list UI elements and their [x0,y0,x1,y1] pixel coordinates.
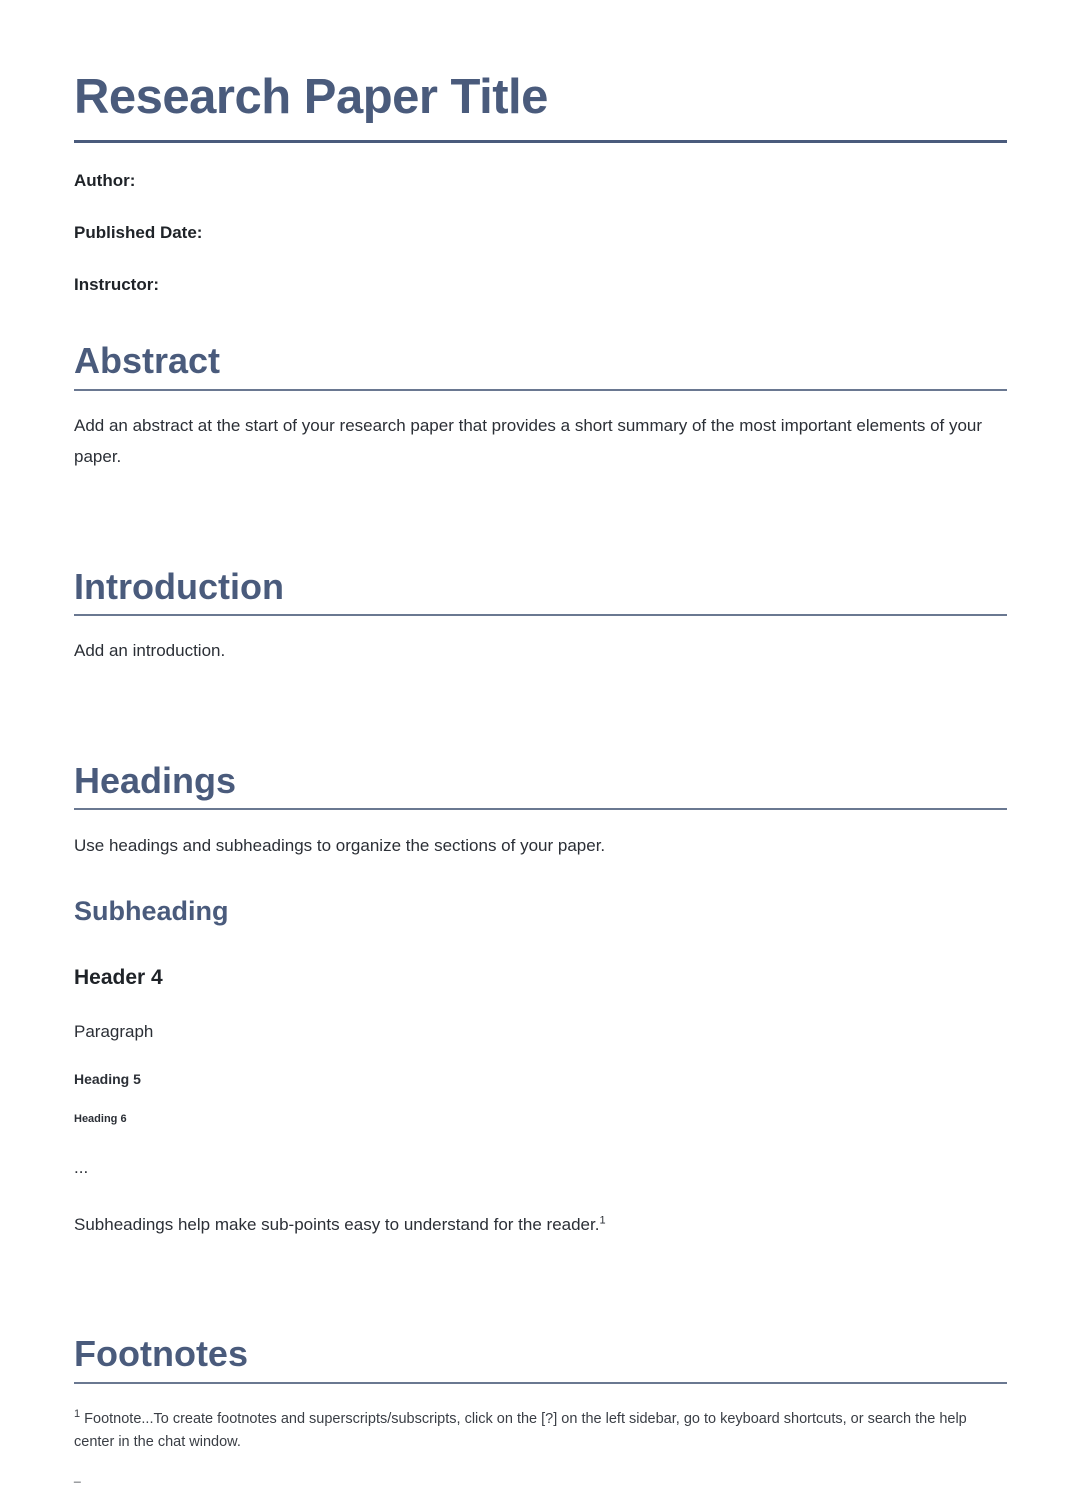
subheading: Subheading [74,896,229,926]
document-page [74,0,1007,1485]
paragraph-sample: Paragraph [74,1022,154,1041]
header-4: Header 4 [74,966,163,989]
headings-divider [74,808,1007,810]
subheadings-note-text: Subheadings help make sub-points easy to understand for the reader. [74,1215,600,1234]
footnote-item [74,1408,1007,1454]
title-divider [74,140,1007,143]
heading-5: Heading 5 [74,1071,141,1087]
instructor-label: Instructor: [74,275,159,294]
heading-6: Heading 6 [74,1113,127,1125]
abstract-divider [74,389,1007,391]
headings-heading: Headings [74,760,237,801]
introduction-divider [74,614,1007,616]
headings-text: Use headings and subheadings to organize the sections of your paper. [74,836,606,855]
ellipsis-text: ... [74,1158,89,1177]
footnotes-heading: Footnotes [74,1333,248,1374]
abstract-text: Add an abstract at the start of your research paper that provides a short summary of the most important elements of your paper. [74,416,983,466]
footnote-text: Footnote...To create footnotes and superscripts/subscripts, click on the [?] on the left sidebar, go to keyboard shortcuts, or search the help center in the chat window. [74,1411,967,1450]
footnotes-divider [74,1382,1007,1384]
author-label: Author: [74,171,136,190]
footnote-reference[interactable]: 1 [599,1214,606,1227]
introduction-heading: Introduction [74,566,284,607]
footnote-trailing-mark: _ [74,1469,81,1483]
paper-title: Research Paper Title [74,70,548,124]
introduction-text: Add an introduction. [74,641,226,660]
published-date-label: Published Date: [74,223,203,242]
subheadings-note [74,1209,1007,1240]
footnote-marker: 1 [74,1408,81,1421]
abstract-heading: Abstract [74,340,221,381]
